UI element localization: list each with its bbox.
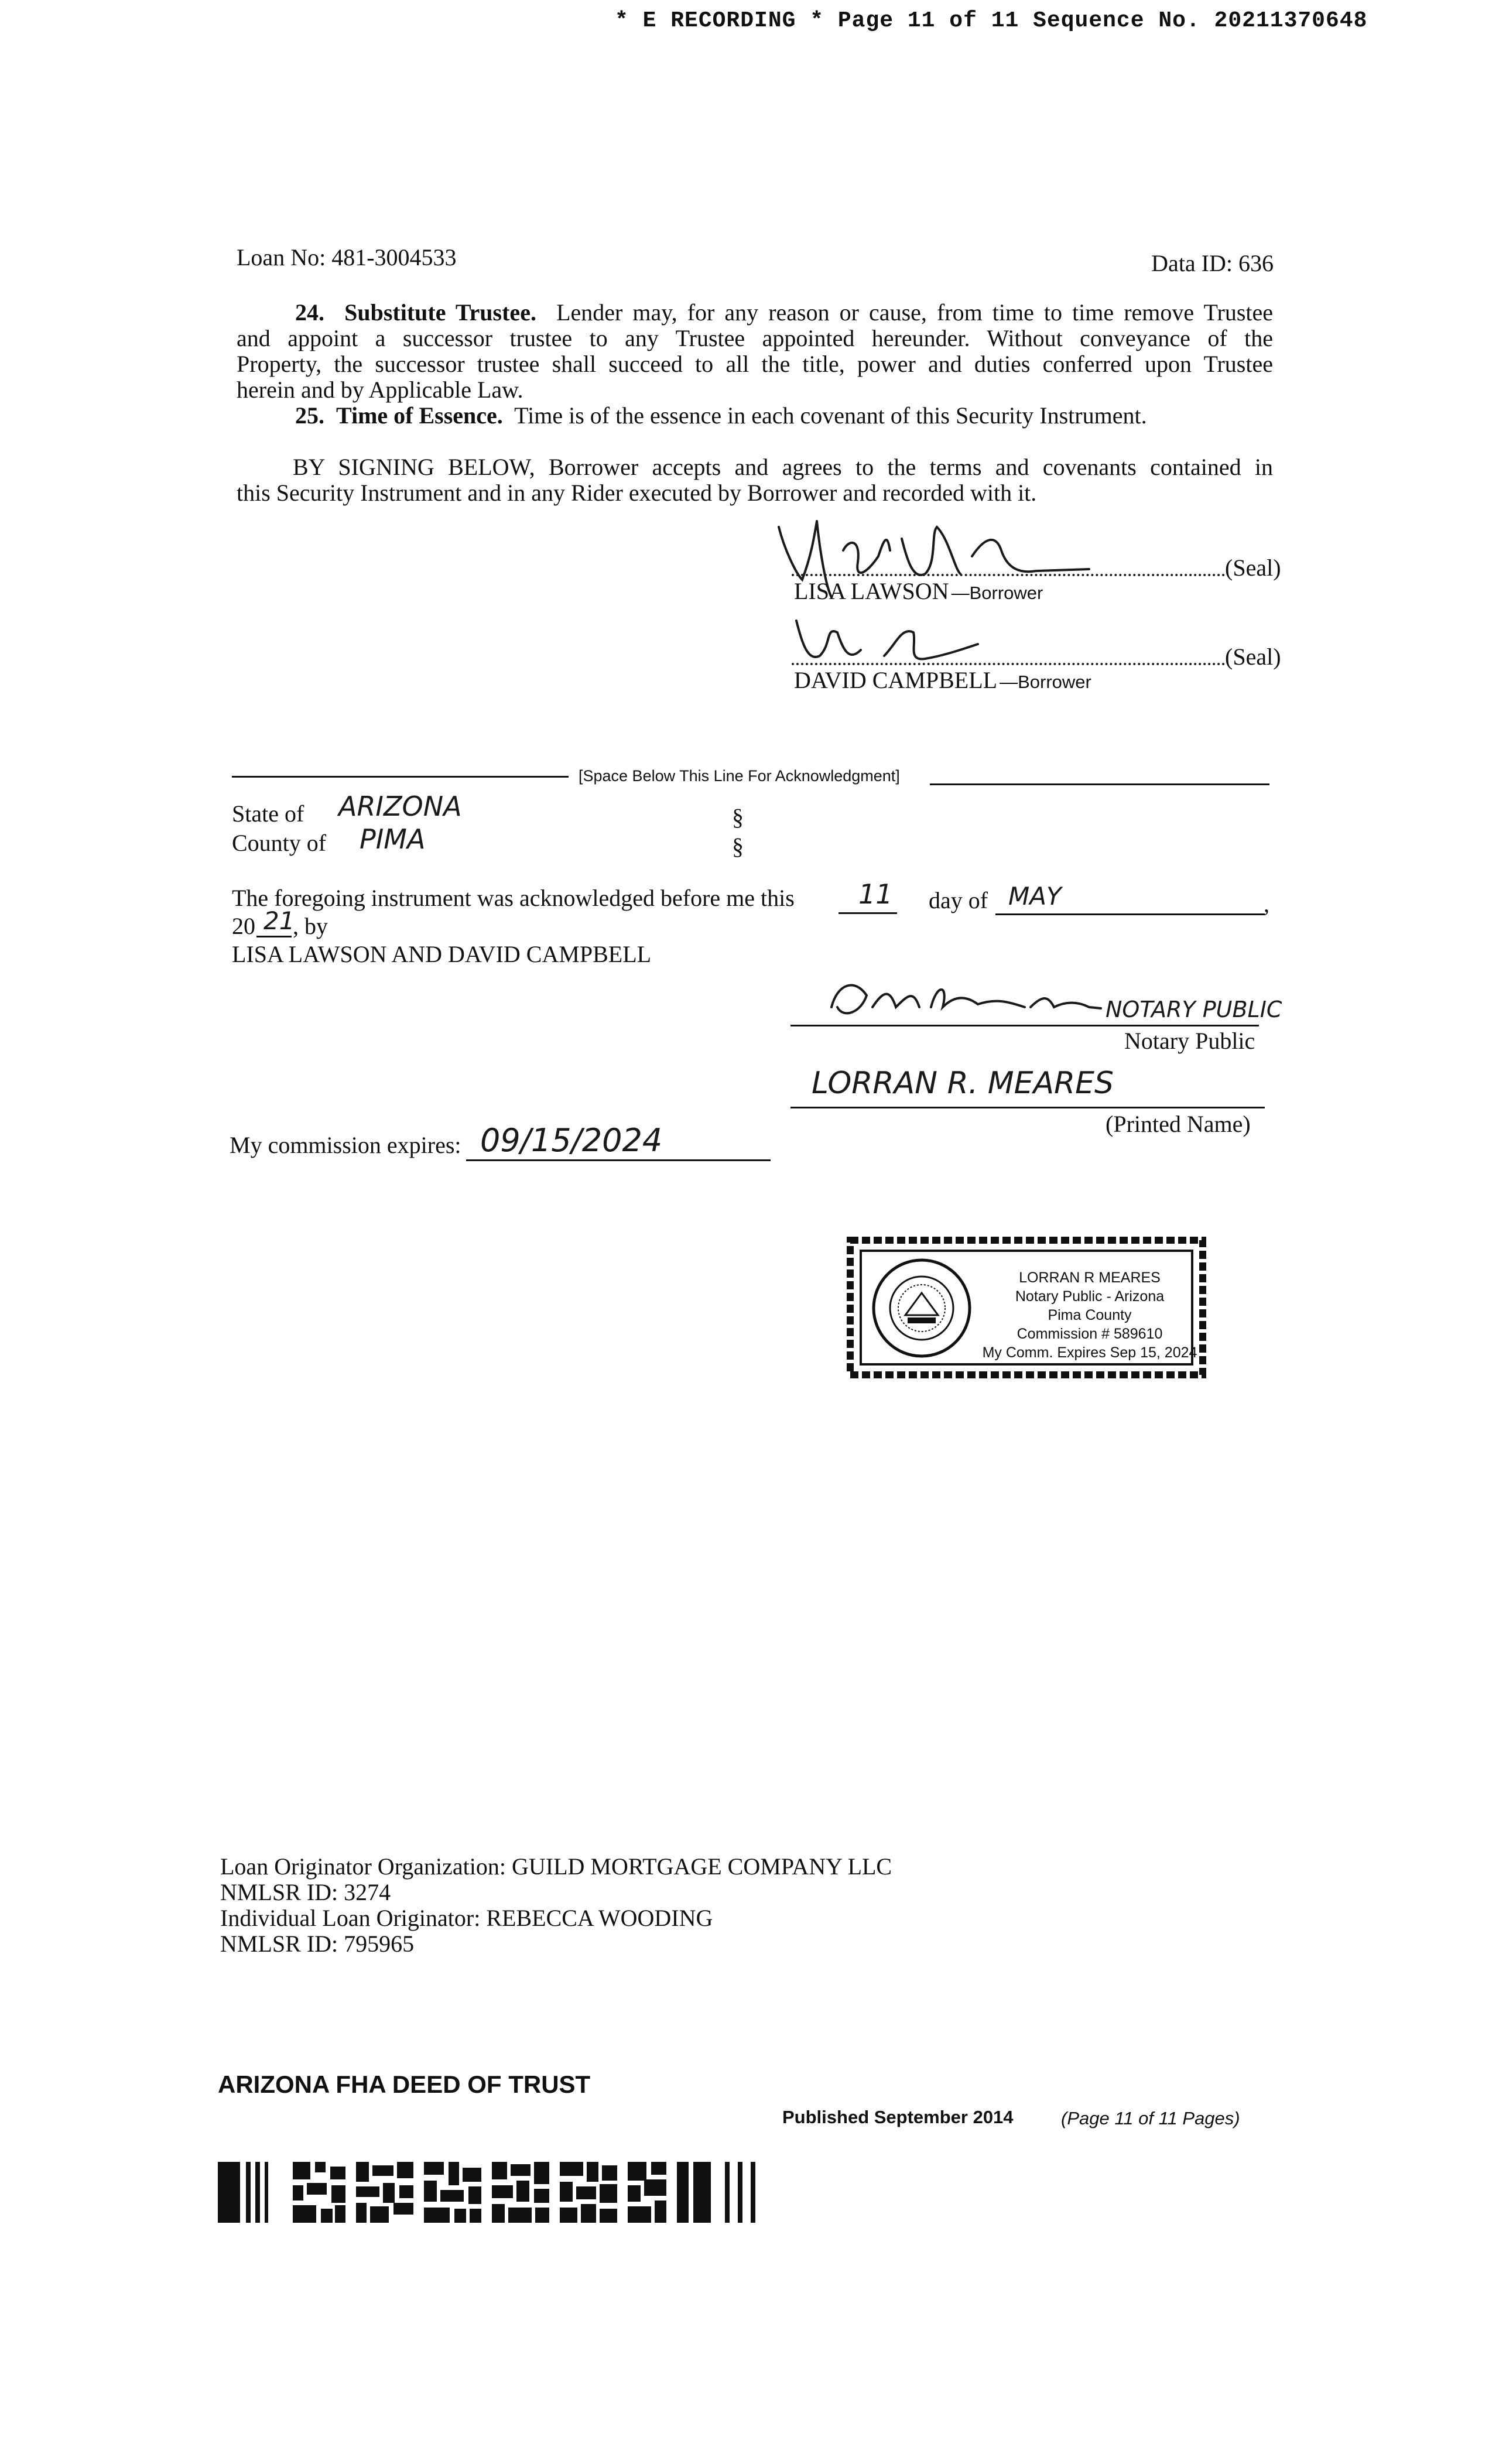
section-24-title: Substitute Trustee. xyxy=(344,299,536,326)
foregoing-text-a: The foregoing instrument was acknowledged before me this xyxy=(232,885,795,911)
borrower-1-caption xyxy=(794,579,1043,604)
stamp-commission: Commission # 589610 xyxy=(1017,1326,1163,1342)
borrower-1-name: LISA LAWSON xyxy=(794,578,949,604)
stamp-title: Notary Public - Arizona xyxy=(1015,1288,1165,1305)
borrower-2-seal: (Seal) xyxy=(1225,644,1281,670)
month-value: MAY xyxy=(1008,882,1062,911)
recording-header: * E RECORDING * Page 11 of 11 Sequence No. 20211370648 xyxy=(615,8,1368,33)
borrower-2-caption xyxy=(794,668,1091,693)
date-comma: , xyxy=(1264,891,1269,917)
state-label: State of xyxy=(232,800,304,827)
section-25-number: 25. xyxy=(295,402,324,429)
loan-number: Loan No: 481-3004533 xyxy=(237,244,457,271)
acknowledgment-rule-right xyxy=(930,783,1269,785)
acknowledgment-divider-label: [Space Below This Line For Acknowledgment] xyxy=(579,767,900,785)
section-24-number: 24. xyxy=(295,299,324,326)
stamp-name: LORRAN R MEARES xyxy=(1019,1269,1161,1286)
signing-paragraph xyxy=(237,454,1273,506)
section-24-line-1 xyxy=(237,300,1273,326)
section-24 xyxy=(237,300,1273,403)
page-count: (Page 11 of 11 Pages) xyxy=(1061,2108,1240,2128)
printed-name-label: (Printed Name) xyxy=(1106,1111,1251,1137)
individual-originator-nmlsr: NMLSR ID: 795965 xyxy=(220,1931,415,1957)
stamp-county: Pima County xyxy=(1048,1307,1132,1323)
notary-signature xyxy=(820,972,1124,1031)
section-24-line-2: and appoint a successor trustee to any Trustee appointed hereunder. Without conveyance of the xyxy=(237,325,1273,351)
individual-originator: Individual Loan Originator: REBECCA WOODING xyxy=(220,1905,713,1931)
county-section-symbol: § xyxy=(732,833,744,860)
notary-signature-title: NOTARY PUBLIC xyxy=(1106,997,1282,1022)
county-label: County of xyxy=(232,830,327,856)
commission-value: 09/15/2024 xyxy=(480,1122,663,1159)
foregoing-text-b: day of xyxy=(929,887,988,913)
acknowledgment-rule-left xyxy=(232,776,569,778)
printed-name-line xyxy=(790,1107,1265,1108)
section-25-title: Time of Essence. xyxy=(336,402,503,429)
notary-label: Notary Public xyxy=(1124,1028,1255,1054)
state-value: ARIZONA xyxy=(338,790,462,822)
section-25-text: Time is of the essence in each covenant of this Security Instrument. xyxy=(514,402,1147,429)
section-24-line-3: Property, the successor trustee shall succeed to all the title, power and duties conferred upon Trustee xyxy=(237,351,1273,377)
borrower-2-role: —Borrower xyxy=(1000,672,1091,692)
month-blank xyxy=(995,913,1265,915)
form-title: ARIZONA FHA DEED OF TRUST xyxy=(218,2071,591,2098)
borrower-2-name: DAVID CAMPBELL xyxy=(794,667,998,693)
county-value: PIMA xyxy=(360,823,426,855)
day-blank xyxy=(839,912,897,914)
barcode-icon xyxy=(218,2162,778,2223)
stamp-expires: My Comm. Expires Sep 15, 2024 xyxy=(982,1344,1197,1361)
borrower-1-signature-line xyxy=(792,574,1225,576)
section-25 xyxy=(295,403,1147,429)
notary-stamp xyxy=(847,1237,1206,1378)
originator-organization: Loan Originator Organization: GUILD MORTGAGE COMPANY LLC xyxy=(220,1853,892,1880)
year-suffix: , by xyxy=(293,913,328,939)
day-value: 11 xyxy=(858,878,893,910)
section-24-line-4: herein and by Applicable Law. xyxy=(237,377,523,403)
section-24-text-1: Lender may, for any reason or cause, from time to time remove Trustee xyxy=(556,299,1274,326)
borrower-2-signature-line xyxy=(792,663,1225,665)
originator-organization-nmlsr: NMLSR ID: 3274 xyxy=(220,1879,391,1905)
year-blank xyxy=(256,936,292,937)
state-section-symbol: § xyxy=(732,804,744,830)
signing-line-2: this Security Instrument and in any Rider executed by Borrower and recorded with it. xyxy=(237,480,1037,506)
year-value: 21 xyxy=(263,906,295,935)
borrower-1-seal: (Seal) xyxy=(1225,555,1281,581)
year-prefix: 20 xyxy=(232,913,255,939)
state-seal-icon xyxy=(870,1257,973,1360)
borrower-1-role: —Borrower xyxy=(951,583,1043,603)
printed-name-value: LORRAN R. MEARES xyxy=(812,1066,1114,1101)
stamp-text xyxy=(981,1268,1198,1362)
commission-label: My commission expires: xyxy=(230,1132,461,1158)
published-date: Published September 2014 xyxy=(782,2107,1014,2127)
data-id: Data ID: 636 xyxy=(1151,250,1274,276)
signing-line-1: BY SIGNING BELOW, Borrower accepts and agrees to the terms and covenants contained in xyxy=(293,454,1273,480)
commission-line xyxy=(466,1159,771,1161)
notary-signature-line xyxy=(790,1025,1259,1026)
acknowledged-parties: LISA LAWSON AND DAVID CAMPBELL xyxy=(232,941,652,967)
originator-block xyxy=(220,1854,892,1957)
